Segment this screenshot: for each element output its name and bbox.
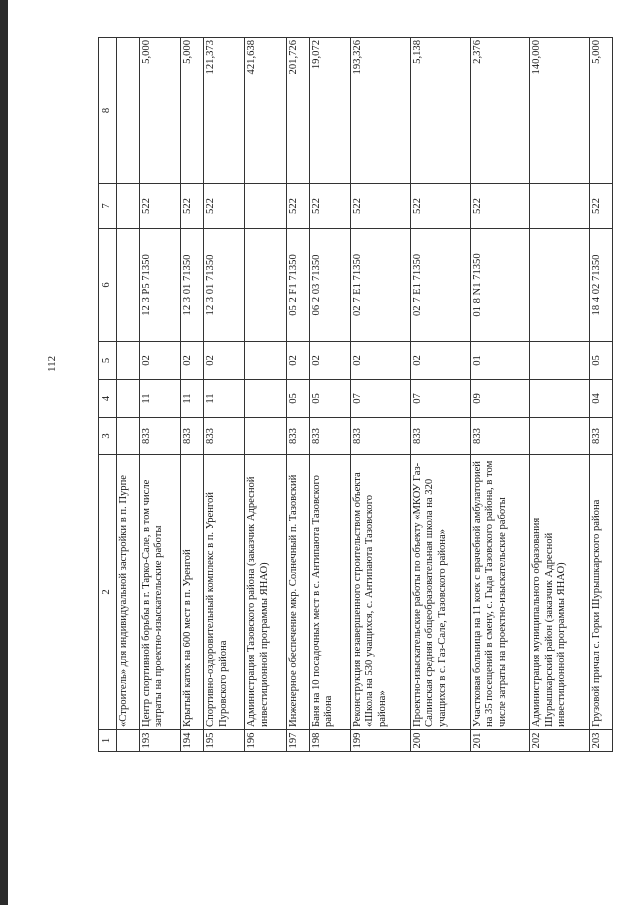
cell-code-3: 833 xyxy=(350,418,410,455)
cell-code-6: 02 7 E1 71350 xyxy=(350,229,410,342)
page-number: 112 xyxy=(46,355,58,372)
cell-row-number: 194 xyxy=(181,730,204,752)
cell-row-number: 197 xyxy=(286,730,309,752)
scanned-page xyxy=(8,0,640,905)
cell-code-3: 833 xyxy=(139,418,180,455)
table-row xyxy=(245,38,286,752)
cell-row-number: 199 xyxy=(350,730,410,752)
cell-code-5 xyxy=(117,342,140,380)
cell-amount: 201,726 xyxy=(286,38,309,184)
cell-code-3 xyxy=(117,418,140,455)
cell-code-7: 522 xyxy=(204,184,245,229)
cell-amount xyxy=(117,38,140,184)
table-row xyxy=(204,38,245,752)
header-cell: 2 xyxy=(99,455,117,730)
cell-code-7: 522 xyxy=(181,184,204,229)
table-row xyxy=(181,38,204,752)
cell-row-number: 200 xyxy=(410,730,470,752)
cell-code-5: 02 xyxy=(139,342,180,380)
cell-code-5: 01 xyxy=(470,342,530,380)
table-row xyxy=(139,38,180,752)
cell-code-3: 833 xyxy=(309,418,350,455)
cell-code-5: 02 xyxy=(350,342,410,380)
rotated-table-wrapper xyxy=(98,38,613,752)
cell-object-name: Проектно-изыскательские работы по объекту «МКОУ Газ-Салинская средняя общеобразовательная школа на 320 учащихся в с. Газ-Сале, Тазовского района» xyxy=(410,455,470,730)
cell-code-4 xyxy=(530,380,590,418)
cell-code-7: 522 xyxy=(590,184,613,229)
cell-code-3: 833 xyxy=(181,418,204,455)
table-row xyxy=(309,38,350,752)
cell-code-5: 02 xyxy=(309,342,350,380)
cell-object-name: Центр спортивной борьбы в г. Тарко-Сале, в том числе затраты на проектно-изыскательские работы xyxy=(139,455,180,730)
cell-code-6 xyxy=(530,229,590,342)
table-row xyxy=(470,38,530,752)
header-cell: 5 xyxy=(99,342,117,380)
cell-code-3 xyxy=(530,418,590,455)
cell-amount: 140,000 xyxy=(530,38,590,184)
cell-code-7 xyxy=(245,184,286,229)
budget-table xyxy=(98,37,613,752)
cell-code-3: 833 xyxy=(590,418,613,455)
header-cell: 8 xyxy=(99,38,117,184)
cell-row-number xyxy=(117,730,140,752)
cell-row-number: 203 xyxy=(590,730,613,752)
cell-code-3: 833 xyxy=(410,418,470,455)
cell-object-name: Инженерное обеспечение мкр. Солнечный п. Тазовский xyxy=(286,455,309,730)
cell-code-6: 12 3 01 71350 xyxy=(204,229,245,342)
header-cell: 6 xyxy=(99,229,117,342)
cell-code-4: 11 xyxy=(181,380,204,418)
cell-code-3: 833 xyxy=(204,418,245,455)
cell-row-number: 196 xyxy=(245,730,286,752)
cell-code-5: 02 xyxy=(181,342,204,380)
cell-code-5: 02 xyxy=(204,342,245,380)
cell-code-7 xyxy=(117,184,140,229)
cell-code-5: 05 xyxy=(590,342,613,380)
cell-object-name: Грузовой причал с. Горки Шурышкарского района xyxy=(590,455,613,730)
cell-code-5: 02 xyxy=(410,342,470,380)
cell-code-7: 522 xyxy=(410,184,470,229)
cell-amount: 5,000 xyxy=(181,38,204,184)
cell-amount: 121,373 xyxy=(204,38,245,184)
cell-amount: 193,326 xyxy=(350,38,410,184)
cell-row-number: 202 xyxy=(530,730,590,752)
table-row xyxy=(410,38,470,752)
table-row xyxy=(590,38,613,752)
cell-amount: 19,072 xyxy=(309,38,350,184)
cell-code-6: 06 2 03 71350 xyxy=(309,229,350,342)
cell-object-name: Баня на 10 посадочных мест в с. Антипаюта Тазовского района xyxy=(309,455,350,730)
table-row xyxy=(286,38,309,752)
scan-edge xyxy=(0,0,8,905)
cell-code-4: 05 xyxy=(309,380,350,418)
header-row xyxy=(99,38,117,752)
cell-code-7: 522 xyxy=(470,184,530,229)
cell-object-name: Крытый каток на 600 мест в п. Уренгой xyxy=(181,455,204,730)
cell-amount: 5,138 xyxy=(410,38,470,184)
cell-code-6: 12 3 P5 71350 xyxy=(139,229,180,342)
cell-amount: 2,376 xyxy=(470,38,530,184)
cell-code-6: 02 7 E1 71350 xyxy=(410,229,470,342)
cell-code-4: 11 xyxy=(204,380,245,418)
header-cell: 4 xyxy=(99,380,117,418)
cell-code-6 xyxy=(245,229,286,342)
cell-row-number: 198 xyxy=(309,730,350,752)
cell-object-name: Реконструкция незавершенного строительством объекта «Школа на 530 учащихся, с. Антипаюта Тазовского района» xyxy=(350,455,410,730)
cell-code-6: 05 2 F1 71350 xyxy=(286,229,309,342)
cell-code-4: 07 xyxy=(410,380,470,418)
cell-code-4 xyxy=(117,380,140,418)
cell-row-number: 201 xyxy=(470,730,530,752)
cell-code-5 xyxy=(530,342,590,380)
table-row xyxy=(530,38,590,752)
header-cell: 7 xyxy=(99,184,117,229)
cell-object-name: Спортивно-оздоровительный комплекс в п. Уренгой Пуровского района xyxy=(204,455,245,730)
cell-code-7: 522 xyxy=(309,184,350,229)
cell-code-6: 12 3 01 71350 xyxy=(181,229,204,342)
cell-object-name: Администрация Тазовского района (заказчик Адресной инвестиционной программы ЯНАО) xyxy=(245,455,286,730)
cell-row-number: 195 xyxy=(204,730,245,752)
cell-code-4: 09 xyxy=(470,380,530,418)
table-row xyxy=(350,38,410,752)
cell-code-4: 07 xyxy=(350,380,410,418)
cell-object-name: Участковая больница на 11 коек с врачебной амбулаторией на 35 посещений в смену, с. Гыда Тазовского района, в том числе затраты на проектно-изыскательские работы xyxy=(470,455,530,730)
cell-object-name: «Строитель» для индивидуальной застройки в п. Пурпе xyxy=(117,455,140,730)
cell-code-6: 01 8 N1 71350 xyxy=(470,229,530,342)
table-row xyxy=(117,38,140,752)
cell-code-6 xyxy=(117,229,140,342)
cell-code-4: 11 xyxy=(139,380,180,418)
cell-amount: 5,000 xyxy=(590,38,613,184)
cell-code-3 xyxy=(245,418,286,455)
cell-code-7 xyxy=(530,184,590,229)
header-cell: 1 xyxy=(99,730,117,752)
cell-amount: 5,000 xyxy=(139,38,180,184)
cell-code-4 xyxy=(245,380,286,418)
cell-code-4: 04 xyxy=(590,380,613,418)
cell-code-7: 522 xyxy=(286,184,309,229)
cell-code-4: 05 xyxy=(286,380,309,418)
cell-amount: 421,638 xyxy=(245,38,286,184)
cell-code-3: 833 xyxy=(286,418,309,455)
header-cell: 3 xyxy=(99,418,117,455)
cell-code-3: 833 xyxy=(470,418,530,455)
cell-code-6: 18 4 02 71350 xyxy=(590,229,613,342)
cell-code-5: 02 xyxy=(286,342,309,380)
cell-row-number: 193 xyxy=(139,730,180,752)
cell-code-7: 522 xyxy=(350,184,410,229)
cell-code-5 xyxy=(245,342,286,380)
cell-code-7: 522 xyxy=(139,184,180,229)
cell-object-name: Администрация муниципального образования Шурышкарский район (заказчик Адресной инвестиционной программы ЯНАО) xyxy=(530,455,590,730)
